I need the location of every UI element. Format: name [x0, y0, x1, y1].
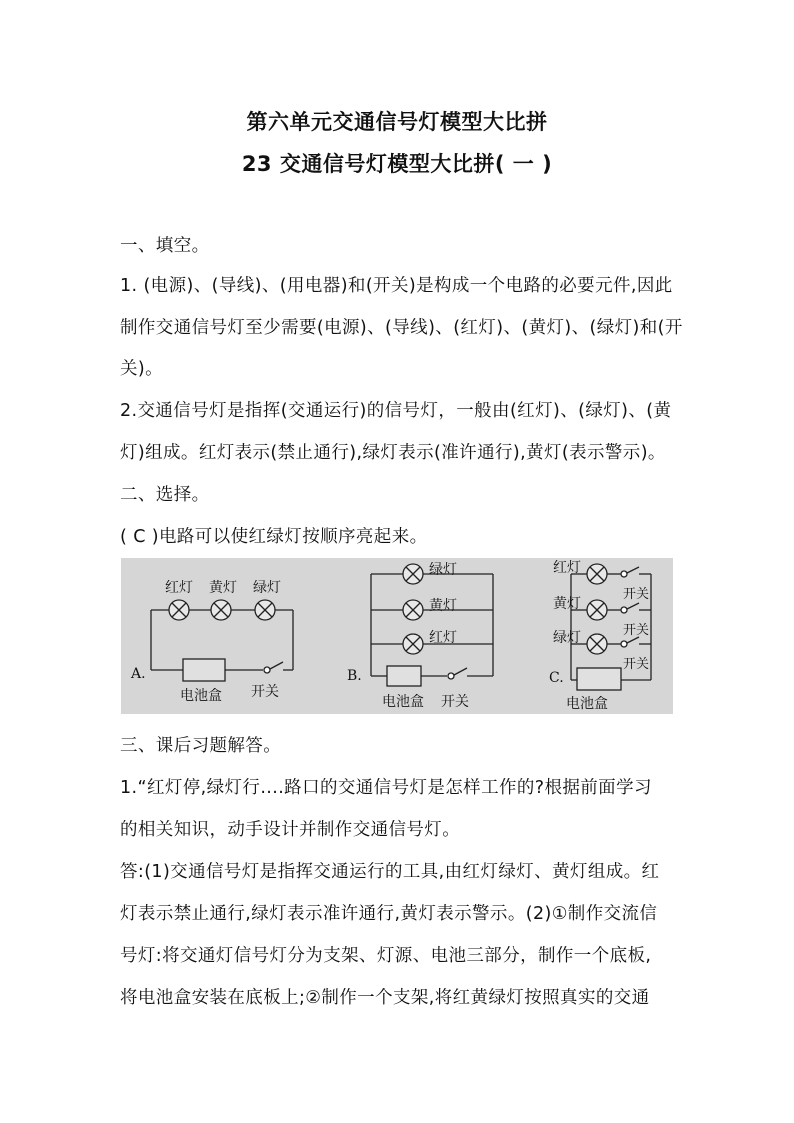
a-battery-label: 电池盒 [180, 688, 222, 704]
question-1-line-3: 关)。 [120, 359, 164, 379]
c-red-label: 红灯 [553, 560, 581, 576]
b-switch-label: 开关 [441, 694, 469, 710]
lesson-title: 23 交通信号灯模型大比拼( 一 ) [241, 152, 553, 176]
a-switch-label: 开关 [251, 684, 279, 700]
lamp-icon-b-green [403, 564, 423, 584]
question-2-line-2: 灯)组成。红灯表示(禁止通行),绿灯表示(准许通行),黄灯(表示警示)。 [120, 443, 666, 463]
b-green-label: 绿灯 [429, 562, 457, 578]
lamp-icon-c-red [587, 564, 607, 584]
c-switch-label-2: 开关 [623, 623, 650, 638]
a-red-label: 红灯 [165, 580, 193, 596]
answer-line-3: 号灯:将交通灯信号灯分为支架、灯源、电池三部分，制作一个底板, [120, 946, 652, 966]
lamp-icon-b-red [403, 634, 423, 654]
lamp-icon-c-green [587, 634, 607, 654]
c-battery-label: 电池盒 [566, 696, 608, 712]
answer-line-1: 答:(1)交通信号灯是指挥交通运行的工具,由红灯绿灯、黄灯组成。红 [120, 862, 660, 882]
c-yellow-label: 黄灯 [553, 596, 581, 612]
a-panel-label: A. [131, 666, 146, 682]
b-battery-label: 电池盒 [382, 694, 424, 710]
a-green-label: 绿灯 [253, 580, 281, 596]
a-yellow-label: 黄灯 [209, 580, 237, 596]
section-heading-homework: 三、课后习题解答。 [120, 736, 282, 756]
b-red-label: 红灯 [429, 630, 457, 646]
c-green-label: 绿灯 [553, 630, 581, 646]
answer-line-2: 灯表示禁止通行,绿灯表示准许通行,黄灯表示警示。(2)①制作交流信 [120, 904, 658, 924]
c-switch-label-3: 开关 [623, 657, 650, 672]
lamp-icon-b-yellow [403, 600, 423, 620]
lamp-icon-c-yellow [587, 600, 607, 620]
choice-question: ( C )电路可以使红绿灯按顺序亮起来。 [120, 527, 428, 547]
circuit-a [151, 610, 293, 681]
circuit-diagram-figure [121, 558, 673, 714]
lamp-icon-a-green [255, 600, 275, 620]
homework-question-line-1: 1.“红灯停,绿灯行....路口的交通信号灯是怎样工作的?根据前面学习 [120, 778, 652, 798]
question-1-line-2: 制作交通信号灯至少需要(电源)、(导线)、(红灯)、(黄灯)、(绿灯)和(开 [120, 318, 683, 338]
c-panel-label: C. [549, 670, 564, 686]
answer-line-4: 将电池盒安装在底板上;②制作一个支架,将红黄绿灯按照真实的交通 [120, 988, 650, 1008]
question-1-line-1: 1. (电源)、(导线)、(用电器)和(开关)是构成一个电路的必要元件,因此 [120, 276, 673, 296]
c-switch-label-1: 开关 [623, 587, 650, 602]
question-2-line-1: 2.交通信号灯是指挥(交通运行)的信号灯，一般由(红灯)、(绿灯)、(黄 [120, 401, 672, 421]
b-yellow-label: 黄灯 [429, 598, 457, 614]
lamp-icon-a-yellow [211, 600, 231, 620]
section-heading-choice: 二、选择。 [120, 485, 210, 505]
section-heading-fill: 一、填空。 [120, 236, 210, 256]
b-panel-label: B. [347, 668, 362, 684]
unit-title: 第六单元交通信号灯模型大比拼 [246, 110, 548, 134]
lamp-icon-a-red [169, 600, 189, 620]
homework-question-line-2: 的相关知识，动手设计并制作交通信号灯。 [120, 820, 461, 840]
